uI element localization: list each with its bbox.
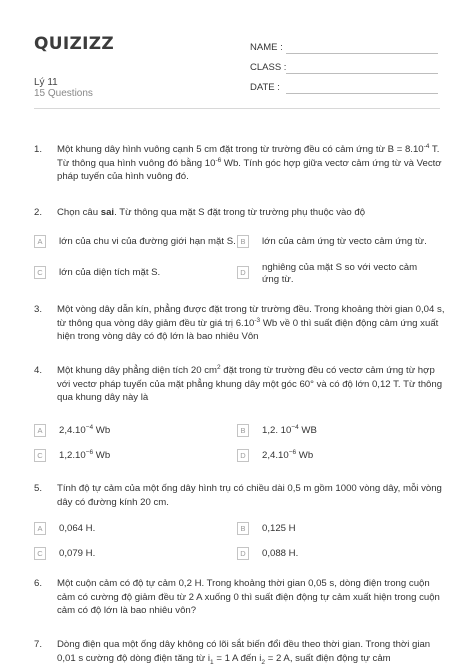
option-text: $1,2.10^{-6}$ Wb bbox=[59, 448, 111, 461]
quizizz-logo: QUIZIZZ bbox=[34, 34, 114, 54]
name-line[interactable] bbox=[286, 53, 438, 54]
option-text: $2,4.10^{-6}$ Wb bbox=[262, 448, 314, 461]
question-number: 4. bbox=[34, 365, 43, 376]
option-text: 0,064 H. bbox=[59, 523, 96, 534]
option-text: 0,088 H. bbox=[262, 548, 299, 559]
name-label: NAME : bbox=[250, 42, 283, 53]
option-text: nghiêng của mặt S so với vecto cảm ứng từ. bbox=[262, 262, 418, 285]
question-number: 1. bbox=[34, 144, 43, 155]
date-field bbox=[250, 82, 280, 93]
name-field bbox=[250, 42, 283, 53]
question-text: Một khung dây phẳng diện tích 20 $cm^2$ đặt trong từ trường đều có vectơ cảm ứng từ hợp với vectơ pháp tuyến của mặt phẳng khung dây một góc 60° và có độ lớn 0,12 T. Từ thông qua khung dây này là bbox=[57, 363, 443, 404]
option-letter: B bbox=[237, 235, 249, 248]
option-letter: D bbox=[237, 547, 249, 560]
question-text: Tính độ tự cảm của một ống dây hình trụ có chiều dài 0,5 m gồm 1000 vòng dây, mỗi vòng dây có đường kính 20 cm. bbox=[57, 483, 442, 508]
question-number: 3. bbox=[34, 304, 43, 315]
option-letter: D bbox=[237, 266, 249, 279]
question-number: 5. bbox=[34, 483, 43, 494]
class-field bbox=[250, 62, 286, 73]
option-text: 1,2. $10^{-4}$ WB bbox=[262, 423, 317, 436]
option-text: $2,4.10^{-4}$ Wb bbox=[59, 423, 111, 436]
question-number: 2. bbox=[34, 207, 43, 218]
option-text: lớn của diện tích mặt S. bbox=[59, 267, 161, 278]
option-text: lớn của chu vi của đường giới hạn mặt S. bbox=[59, 236, 236, 247]
option-letter: B bbox=[237, 522, 249, 535]
question-number: 7. bbox=[34, 639, 43, 650]
option-letter: A bbox=[34, 424, 46, 437]
class-line[interactable] bbox=[286, 73, 438, 74]
option-letter: A bbox=[34, 235, 46, 248]
question-text: Dòng điện qua một ống dây không có lõi sắt biến đổi đều theo thời gian. Trong thời gian 0,01 s cường độ dòng điện tăng từ $i_1 = 1$ A đến $i_2 = 2$ A, suất điện động tự cảm bbox=[57, 639, 431, 666]
option-letter: B bbox=[237, 424, 249, 437]
question-count: 15 Questions bbox=[34, 88, 93, 99]
option-letter: C bbox=[34, 449, 46, 462]
question-text: Một cuộn cảm có độ tự cảm 0,2 H. Trong khoảng thời gian 0,05 s, dòng điện trong cuộn cảm có cường độ giảm đều từ 2 A xuống 0 thì suất điện động tự cảm xuất hiện trong cuộn cảm có độ lớn là bao nhiêu vôn? bbox=[57, 578, 440, 617]
option-letter: C bbox=[34, 266, 46, 279]
question-number: 6. bbox=[34, 578, 43, 589]
option-text: 0,079 H. bbox=[59, 548, 96, 559]
option-letter: A bbox=[34, 522, 46, 535]
option-letter: C bbox=[34, 547, 46, 560]
option-text: 0,125 H bbox=[262, 523, 296, 534]
course-name: Lý 11 bbox=[34, 77, 58, 88]
option-text: lớn của cảm ứng từ vecto cảm ứng từ. bbox=[262, 236, 427, 247]
date-label: DATE : bbox=[250, 82, 280, 93]
question-text: Một vòng dây dẫn kín, phẳng được đặt trong từ trường đều. Trong khoảng thời gian 0,04 s, từ thông qua vòng dây giảm đều từ giá trị $6.10^{-3}$ Wb về 0 thì suất điện động cảm ứng xuất hiện trong vòng dây có độ lớn là bao nhiêu Vôn bbox=[57, 304, 445, 343]
date-line[interactable] bbox=[286, 93, 438, 94]
question-text: Chọn câu sai. Từ thông qua mặt S đặt trong từ trường phụ thuộc vào độ bbox=[57, 207, 366, 218]
header-divider bbox=[34, 108, 440, 109]
question-text: Một khung dây hình vuông cạnh 5 cm đặt trong từ trường đều có cảm ứng từ $B = 8.10^{-4}$ T. Từ thông qua hình vuông đó bằng $10^{-6}$ Wb. Tính góc hợp giữa vectơ cảm ứng từ và Vectơ pháp tuyến của hình vuông đó. bbox=[57, 142, 442, 183]
class-label: CLASS : bbox=[250, 62, 287, 73]
option-letter: D bbox=[237, 449, 249, 462]
